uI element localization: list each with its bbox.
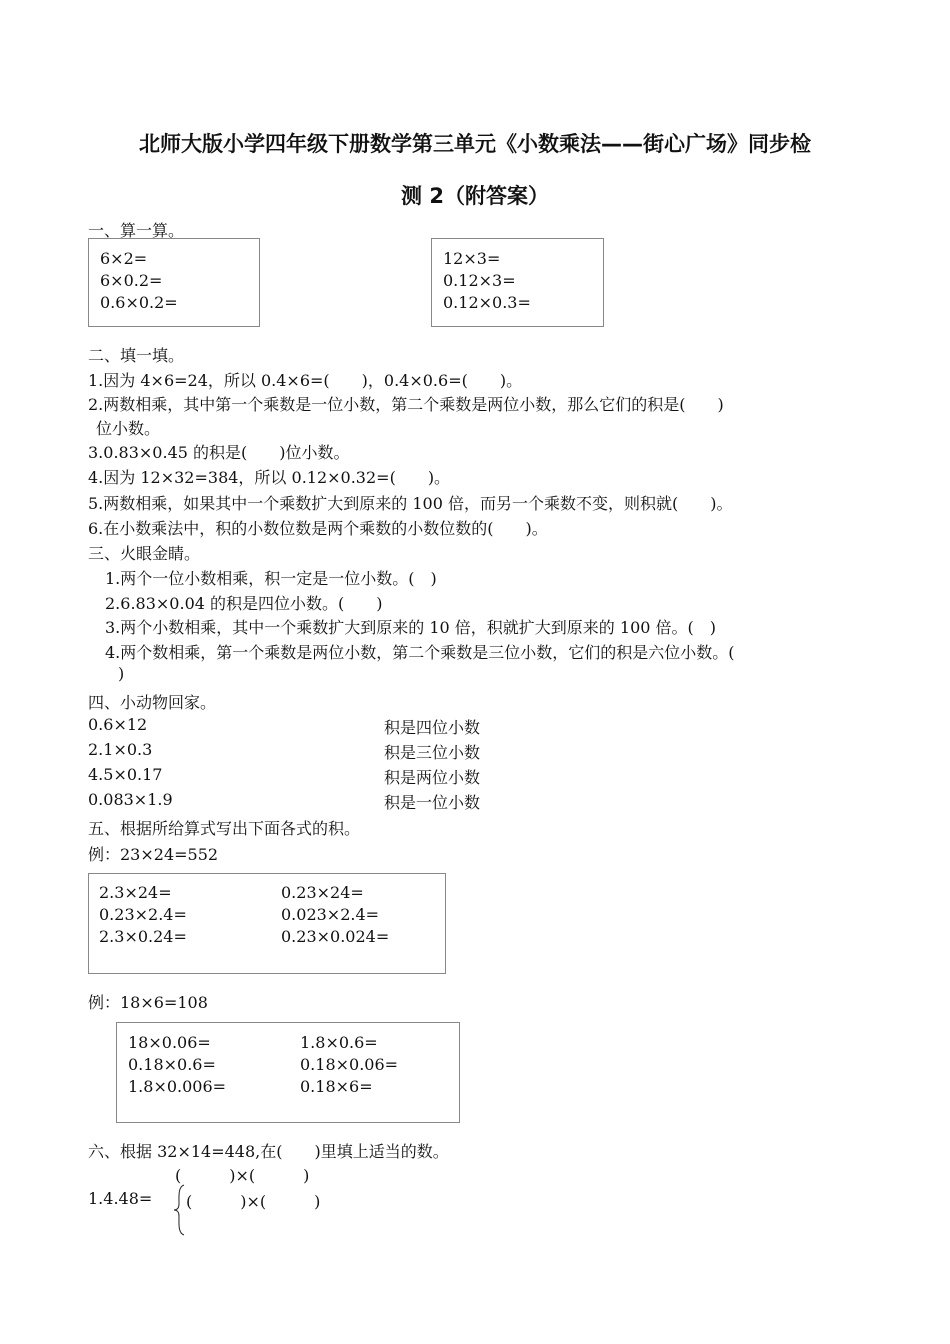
calc-item: 1.8×0.006= [128,1077,227,1096]
calc-item: 1.8×0.6= [300,1033,378,1052]
calc-item: 0.18×0.06= [300,1055,399,1074]
example-2: 例：18×6=108 [88,993,208,1012]
judge-item: 1.两个一位小数相乘，积一定是一位小数。( ) [105,569,437,588]
calc-item: 0.23×24= [281,883,364,902]
calc-item: 0.12×0.3= [443,293,531,312]
fill-item: 6.在小数乘法中，积的小数位数是两个乘数的小数位数的( )。 [88,519,548,538]
section-3-heading: 三、火眼金睛。 [88,544,201,563]
fill-item: 1.因为 4×6=24，所以 0.4×6=( )，0.4×0.6=( )。 [88,371,523,390]
calc-item: 0.23×2.4= [99,905,187,924]
fill-item: 2.两数相乘，其中第一个乘数是一位小数，第二个乘数是两位小数，那么它们的积是( ) [88,395,724,414]
calc-item: 18×0.06= [128,1033,211,1052]
section-4-heading: 四、小动物回家。 [88,693,217,712]
section-2-heading: 二、填一填。 [88,346,185,365]
page-title-line-2: 测 2（附答案） [401,184,549,208]
factor-blanks-row-2: ( )×( ) [186,1192,321,1211]
section-5-heading: 五、根据所给算式写出下面各式的积。 [88,819,361,838]
factor-blanks-row-1: ( )×( ) [175,1166,310,1185]
calc-item: 0.18×6= [300,1077,373,1096]
calc-item: 0.6×0.2= [100,293,178,312]
judge-item: 3.两个小数相乘，其中一个乘数扩大到原来的 10 倍，积就扩大到原来的 100 倍。( ) [105,618,716,637]
calc-item: 0.12×3= [443,271,516,290]
answer-item: 积是四位小数 [384,718,481,737]
expression-item: 0.6×12 [88,715,148,734]
answer-item: 积是一位小数 [384,793,481,812]
calc-item: 0.023×2.4= [281,905,380,924]
example-1: 例：23×24=552 [88,845,219,864]
fill-item: 5.两数相乘，如果其中一个乘数扩大到原来的 100 倍，而另一个乘数不变，则积就( )。 [88,494,733,513]
answer-item: 积是两位小数 [384,768,481,787]
calc-box-b [431,238,604,327]
judge-item: 4.两个数相乘，第一个乘数是两位小数，第二个乘数是三位小数，它们的积是六位小数。( [105,643,735,662]
calc-box-a [88,238,260,327]
calc-item: 0.23×0.024= [281,927,390,946]
left-brace-icon [173,1184,185,1236]
calc-item: 12×3= [443,249,501,268]
product-box-1 [88,873,446,974]
answer-item: 积是三位小数 [384,743,481,762]
calc-item: 6×2= [100,249,148,268]
fill-item-continued: 位小数。 [96,419,161,438]
expression-item: 2.1×0.3 [88,740,153,759]
calc-item: 6×0.2= [100,271,163,290]
expression-item: 4.5×0.17 [88,765,163,784]
fill-item: 3.0.83×0.45 的积是( )位小数。 [88,443,350,462]
factor-item-label: 1.4.48= [88,1189,153,1208]
section-1-heading: 一、算一算。 [88,221,185,240]
calc-item: 0.18×0.6= [128,1055,216,1074]
fill-item: 4.因为 12×32=384，所以 0.12×0.32=( )。 [88,468,451,487]
calc-item: 2.3×0.24= [99,927,187,946]
section-6-heading: 六、根据 32×14=448,在( )里填上适当的数。 [88,1142,449,1161]
product-box-2 [116,1022,460,1123]
page-title: 北师大版小学四年级下册数学第三单元《小数乘法——街心广场》同步检 [139,132,811,156]
judge-item-continued: ) [118,664,125,683]
expression-item: 0.083×1.9 [88,790,173,809]
judge-item: 2.6.83×0.04 的积是四位小数。( ) [105,594,383,613]
calc-item: 2.3×24= [99,883,172,902]
